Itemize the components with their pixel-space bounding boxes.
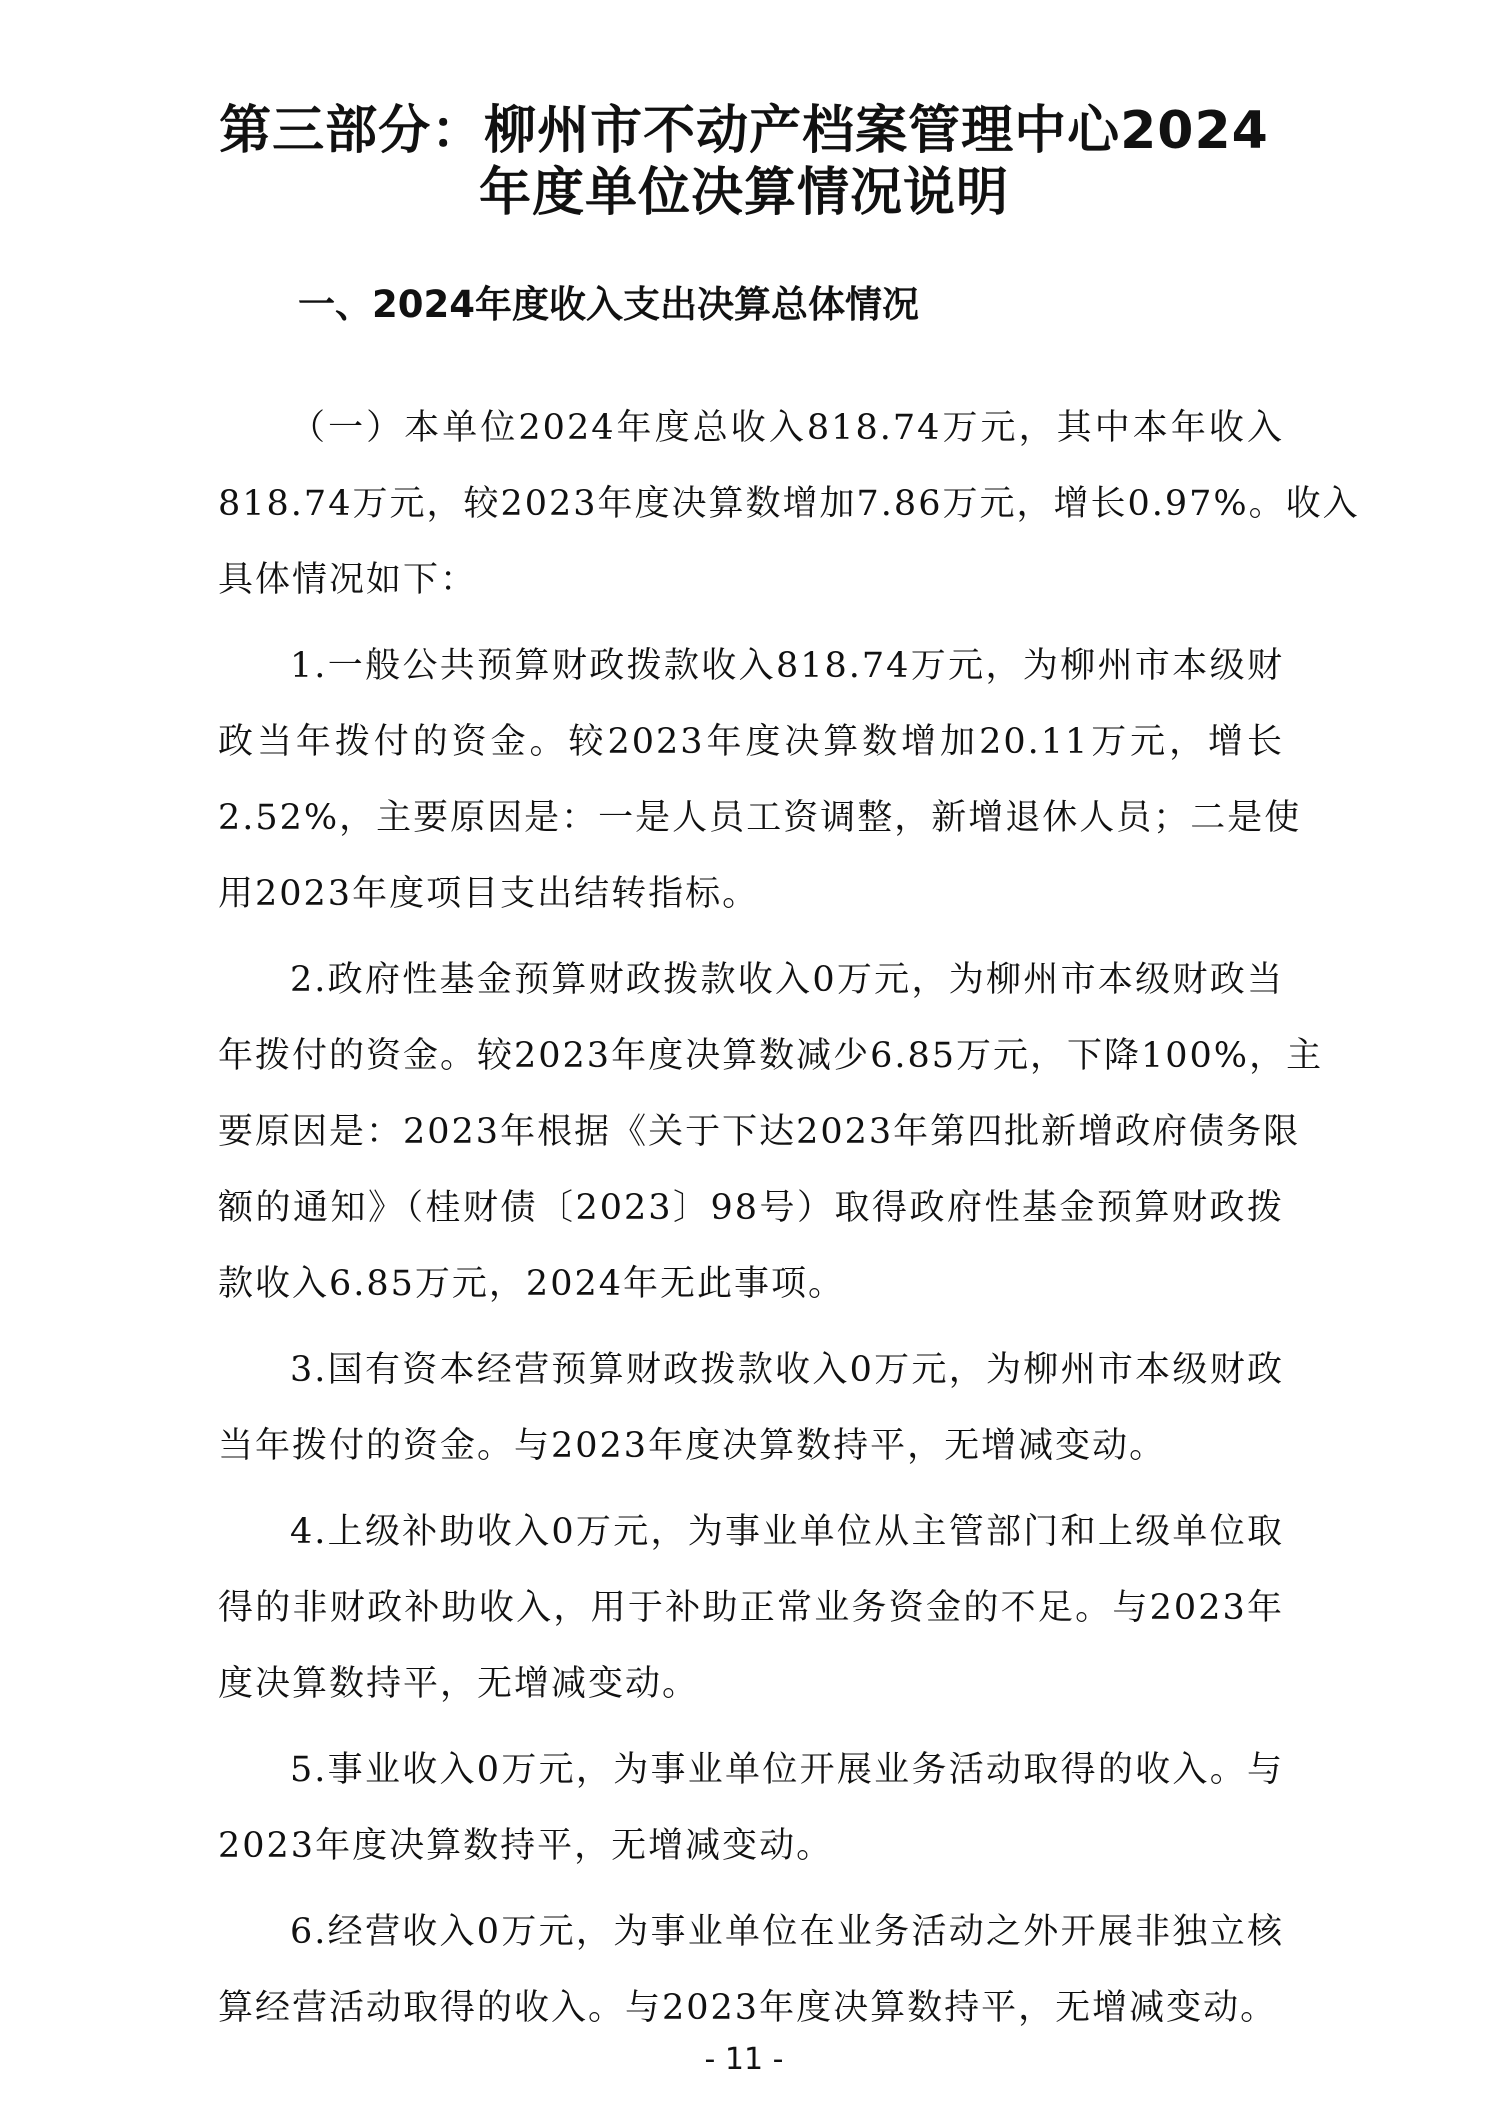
section-heading: 一、2024年度收入支出决算总体情况: [298, 283, 919, 326]
paragraph-line: 3.国有资本经营预算财政拨款收入0万元，为柳州市本级财政: [290, 1350, 1284, 1390]
title-line-2: 年度单位决算情况说明: [478, 163, 1009, 223]
paragraph-government-fund: [218, 942, 1324, 1322]
paragraph-business-income: [218, 1732, 1284, 1884]
paragraph-line: 6.经营收入0万元，为事业单位在业务活动之外开展非独立核: [290, 1912, 1284, 1952]
paragraph-line: 政当年拨付的资金。较2023年度决算数增加20.11万元，增长: [218, 722, 1284, 762]
paragraph-superior-subsidy: [218, 1494, 1284, 1722]
paragraph-line: 5.事业收入0万元，为事业单位开展业务活动取得的收入。与: [290, 1750, 1284, 1790]
paragraph-line: 当年拨付的资金。与2023年度决算数持平，无增减变动。: [218, 1426, 1167, 1466]
paragraph-line: 款收入6.85万元，2024年无此事项。: [218, 1264, 846, 1304]
paragraph-line: 用2023年度项目支出结转指标。: [218, 874, 760, 914]
paragraph-line: 算经营活动取得的收入。与2023年度决算数持平，无增减变动。: [218, 1988, 1278, 2028]
paragraph-line: 818.74万元，较2023年度决算数增加7.86万元，增长0.97%。收入: [218, 484, 1360, 524]
paragraph-line: 2.政府性基金预算财政拨款收入0万元，为柳州市本级财政当: [290, 960, 1284, 1000]
paragraph-line: 4.上级补助收入0万元，为事业单位从主管部门和上级单位取: [290, 1512, 1284, 1552]
paragraph-total-income: [218, 390, 1360, 618]
title-line-1: 第三部分：柳州市不动产档案管理中心2024: [219, 101, 1269, 161]
paragraph-line: 2023年度决算数持平，无增减变动。: [218, 1826, 834, 1866]
paragraph-general-budget: [218, 628, 1302, 932]
paragraph-line: 2.52%，主要原因是：一是人员工资调整，新增退休人员；二是使: [218, 798, 1302, 838]
paragraph-line: （一）本单位2024年度总收入818.74万元，其中本年收入: [290, 408, 1284, 448]
page-number: - 11 -: [704, 2042, 784, 2077]
paragraph-line: 要原因是：2023年根据《关于下达2023年第四批新增政府债务限: [218, 1112, 1301, 1152]
paragraph-line: 具体情况如下：: [218, 560, 478, 600]
page-title: [0, 100, 1488, 224]
document-body: [218, 390, 1360, 2056]
paragraph-line: 度决算数持平，无增减变动。: [218, 1664, 700, 1704]
paragraph-line: 得的非财政补助收入，用于补助正常业务资金的不足。与2023年: [218, 1588, 1284, 1628]
paragraph-line: 1.一般公共预算财政拨款收入818.74万元，为柳州市本级财: [290, 646, 1284, 686]
paragraph-state-capital: [218, 1332, 1284, 1484]
paragraph-operating-income: [218, 1894, 1284, 2046]
paragraph-line: 年拨付的资金。较2023年度决算数减少6.85万元，下降100%，主: [218, 1036, 1324, 1076]
paragraph-line: 额的通知》（桂财债〔2023〕98号）取得政府性基金预算财政拨: [218, 1188, 1284, 1228]
